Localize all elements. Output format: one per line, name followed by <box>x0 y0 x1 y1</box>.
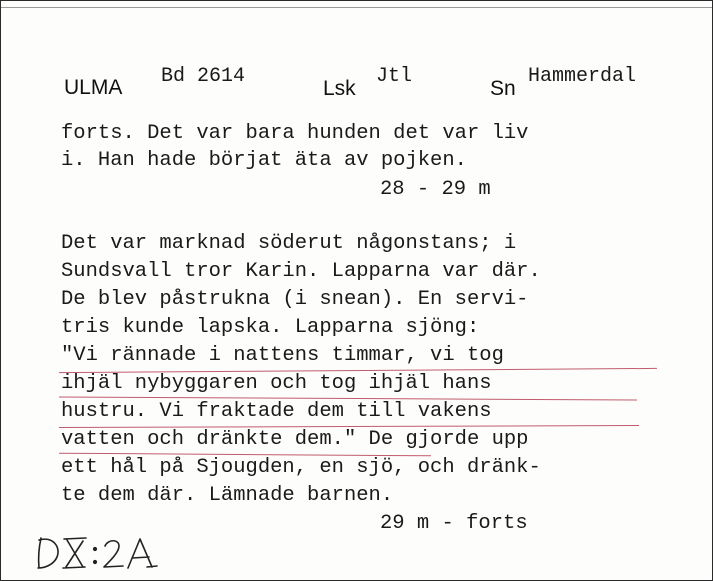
top-edge-rule <box>1 7 713 8</box>
page-range-1: 28 - 29 m <box>380 178 491 201</box>
county-label: Lsk <box>323 77 356 100</box>
text-line-4: Sundsvall tror Karin. Lapparna var där. <box>61 260 541 283</box>
text-line-9: hustru. Vi fraktade dem till vakens <box>61 400 492 423</box>
page-range-2: 29 m - forts <box>380 512 528 535</box>
parish-label: Sn <box>490 77 516 100</box>
text-line-2: i. Han hade börjat äta av pojken. <box>61 149 467 172</box>
text-line-1: forts. Det var bara hunden det var liv <box>61 122 529 145</box>
archive-label: ULMA <box>64 76 123 99</box>
text-line-6: tris kunde lapska. Lapparna sjöng: <box>61 316 480 339</box>
text-line-10: vatten och dränkte dem." De gjorde upp <box>61 428 529 451</box>
text-line-11: ett hål på Sjougden, en sjö, och dränk- <box>61 456 541 479</box>
text-line-12: te dem där. Lämnade barnen. <box>61 484 394 507</box>
handwritten-code <box>35 533 165 573</box>
text-line-5: De blev påstrukna (i snean). En servi- <box>61 288 529 311</box>
text-line-8: ihjäl nybyggaren och tog ihjäl hans <box>61 372 492 395</box>
county-value: Jtl <box>376 65 413 88</box>
archive-number: Bd 2614 <box>161 65 246 88</box>
parish-value: Hammerdal <box>528 65 637 88</box>
text-line-7: "Vi rännade i nattens timmar, vi tog <box>61 344 504 367</box>
text-line-3: Det var marknad söderut någonstans; i <box>61 232 517 255</box>
